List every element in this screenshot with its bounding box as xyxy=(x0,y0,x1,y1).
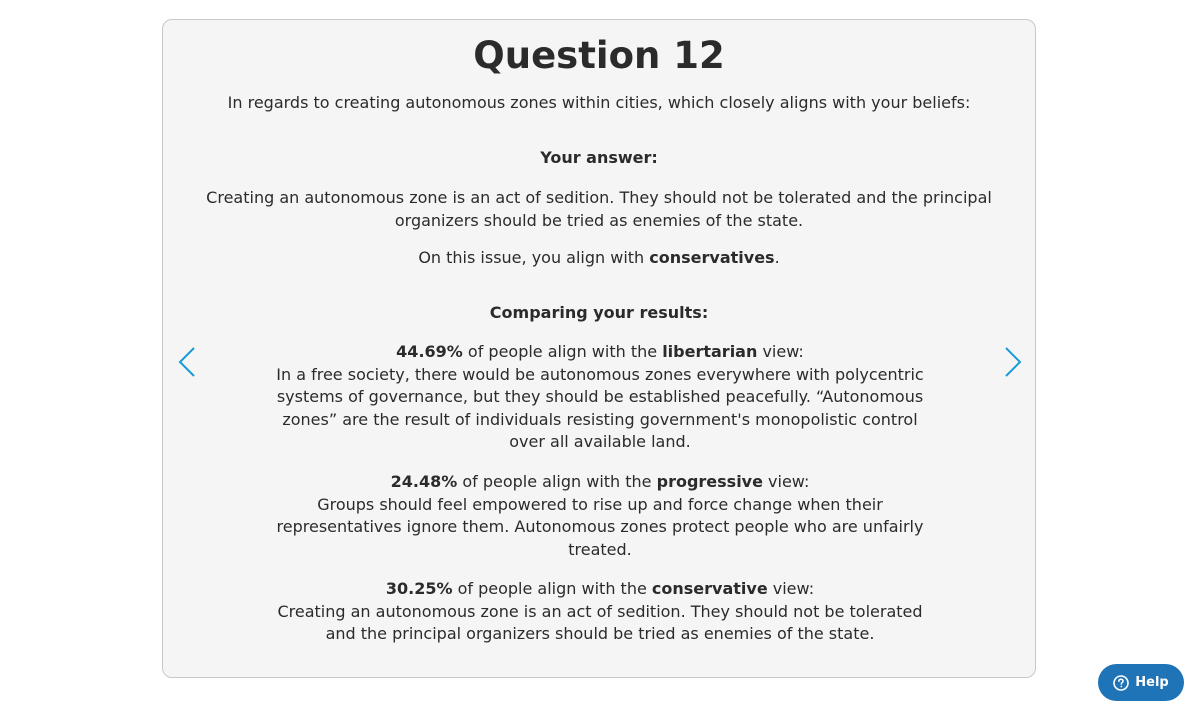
view-prefix: of people align with the xyxy=(462,342,663,361)
view-suffix: view: xyxy=(762,472,810,491)
comparison-heading: Comparing your results: xyxy=(489,303,709,322)
question-circle-icon xyxy=(1113,675,1129,691)
view-conservative xyxy=(271,578,929,646)
view-description: Creating an autonomous zone is an act of sedition. They should not be tolerated and the principal organizers should be tried as enemies of the state. xyxy=(277,601,923,643)
chevron-left-icon xyxy=(172,345,202,379)
view-libertarian xyxy=(271,341,929,454)
view-group: progressive xyxy=(656,472,763,491)
view-group: conservative xyxy=(651,579,768,598)
view-suffix: view: xyxy=(757,342,804,361)
view-description: In a free society, there would be autonomous zones everywhere with polycentric systems of governance, but they should be established peacefully. “Autonomous zones” are the result of individuals resisting government's monopolistic control over all available land. xyxy=(276,364,924,451)
alignment-group: conservatives xyxy=(649,248,775,267)
view-percent: 24.48% xyxy=(390,472,458,491)
your-answer-heading: Your answer: xyxy=(540,148,658,167)
chevron-right-icon xyxy=(998,345,1028,379)
view-percent: 44.69% xyxy=(396,342,463,361)
view-stat-line xyxy=(271,341,929,364)
view-stat-line xyxy=(271,471,929,494)
view-prefix: of people align with the xyxy=(452,579,652,598)
view-percent: 30.25% xyxy=(385,579,453,598)
question-card xyxy=(162,19,1036,678)
alignment-prefix: On this issue, you align with xyxy=(418,248,650,267)
view-stat-line xyxy=(271,578,929,601)
view-group: libertarian xyxy=(662,342,758,361)
help-button[interactable] xyxy=(1098,664,1184,701)
previous-question-button[interactable] xyxy=(172,345,202,379)
next-question-button[interactable] xyxy=(998,345,1028,379)
your-answer-text: Creating an autonomous zone is an act of sedition. They should not be tolerated and the principal organizers should be tried as enemies of the state. xyxy=(206,188,992,230)
view-suffix: view: xyxy=(767,579,815,598)
help-label: Help xyxy=(1135,675,1169,690)
alignment-suffix: . xyxy=(774,248,780,267)
view-progressive xyxy=(271,471,929,561)
view-prefix: of people align with the xyxy=(457,472,657,491)
alignment-summary xyxy=(163,247,1035,269)
view-description: Groups should feel empowered to rise up and force change when their representatives ignore them. Autonomous zones protect people who are unfairly treated. xyxy=(276,494,924,559)
page-title: Question 12 xyxy=(473,34,725,77)
question-prompt: In regards to creating autonomous zones within cities, which closely aligns with your beliefs: xyxy=(227,93,971,112)
